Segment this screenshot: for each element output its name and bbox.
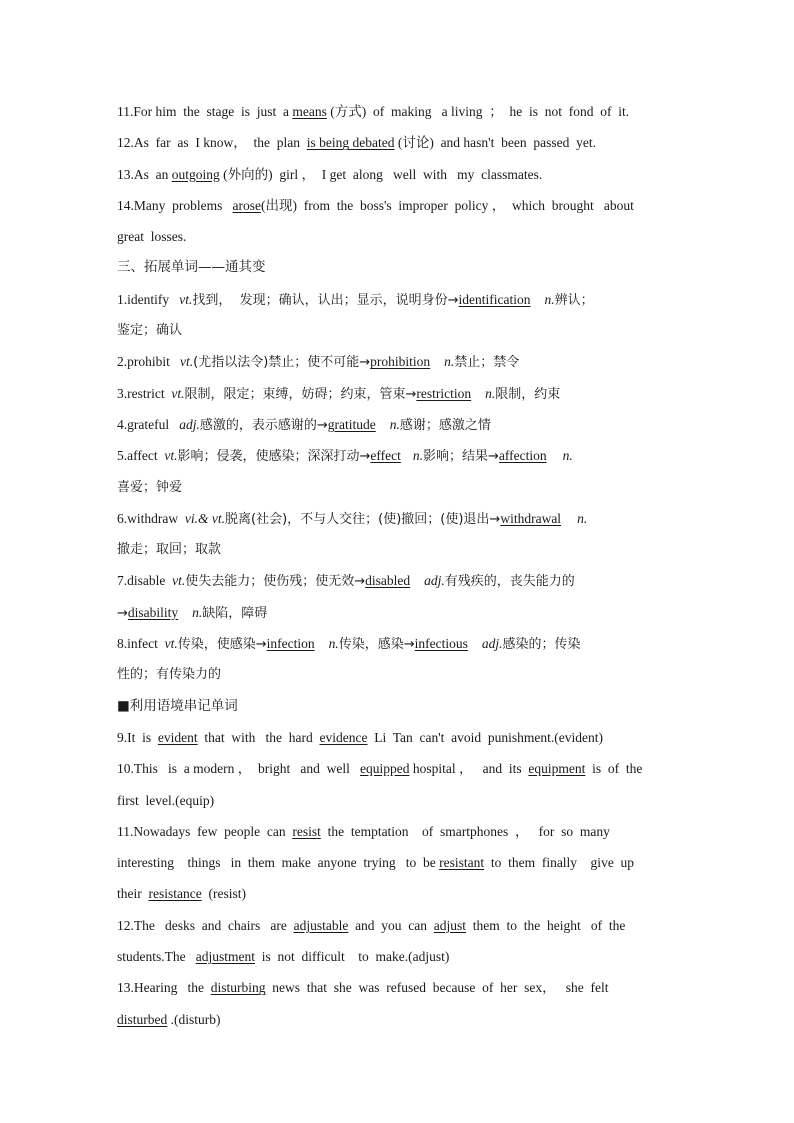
- text: 6.withdraw: [117, 510, 185, 526]
- text: (尤指以法令)禁止；使不可能→: [193, 355, 371, 371]
- pos: n.: [577, 510, 588, 526]
- text: 传染，感染→: [338, 637, 415, 653]
- text: (讨论) and hasn't been passed yet.: [394, 135, 596, 151]
- text: and you can: [348, 917, 434, 933]
- word-item-8: [117, 628, 677, 659]
- text: 2.prohibit: [117, 354, 180, 370]
- sentence-14-cont: [117, 221, 677, 252]
- text: 感激的，表示感谢的→: [199, 417, 328, 433]
- document-page: [117, 96, 677, 1035]
- text: 13.As an: [117, 166, 172, 182]
- text: 11.For him the stage is just a: [117, 104, 293, 119]
- text: that with the hard: [197, 729, 320, 745]
- pos: n.: [412, 448, 423, 464]
- sentence-11b-cont2: [117, 878, 677, 909]
- text: 使失去能力；使伤残；使无效→: [185, 574, 366, 590]
- text: 7.disable: [117, 573, 173, 589]
- section-heading: ■利用语境串记单词: [117, 697, 238, 714]
- answer-blank: adjustable: [293, 917, 349, 933]
- text: 感谢；感激之情: [399, 417, 491, 433]
- text: great losses.: [117, 229, 187, 245]
- pos: adj.: [481, 636, 503, 652]
- pos: n.: [444, 354, 455, 370]
- sentence-12b-cont: [117, 941, 677, 972]
- pos: vt.: [171, 385, 185, 401]
- text: 找到， 发现；确认，认出；显示，说明身份→: [192, 292, 459, 308]
- text: news that she was refused because of her sex， she felt: [265, 980, 609, 996]
- text: 脱离(社会)，不与人交往；(使)撤回；(使)退出→: [225, 511, 501, 527]
- sentence-14: [117, 190, 677, 221]
- answer-blank: affection: [498, 448, 547, 464]
- pos: adj.: [179, 416, 200, 432]
- sentence-13b-cont: [117, 1004, 677, 1035]
- text: 缺陷，障碍: [202, 605, 268, 621]
- text: →: [117, 605, 128, 621]
- text: (resist): [201, 886, 246, 902]
- answer-blank: evidence: [319, 729, 368, 745]
- answer-blank: equipment: [528, 761, 586, 777]
- text: 12.As far as I know， the plan: [117, 135, 307, 151]
- text: (出现) from the boss's improper policy ， which brought about: [260, 197, 634, 213]
- text: 影响；侵袭，使感染；深深打动→: [177, 449, 371, 465]
- pos: vt.: [164, 448, 178, 464]
- answer-blank: infectious: [414, 636, 468, 652]
- pos: vt.: [179, 291, 193, 307]
- text: 限制，限定；束缚，妨碍；约束，管束→: [184, 386, 417, 402]
- text: 禁止；禁令: [454, 355, 520, 371]
- answer-blank: evident: [157, 729, 198, 745]
- answer-blank: means: [292, 104, 327, 119]
- sentence-10: [117, 753, 677, 784]
- text: 限制，约束: [495, 386, 561, 402]
- answer-blank: disabled: [365, 573, 411, 589]
- pos: n.: [192, 604, 203, 620]
- answer-blank: is being debated: [306, 135, 395, 151]
- sentence-13: [117, 159, 677, 190]
- text: is of the: [585, 761, 643, 777]
- text: the temptation of smartphones ， for so many: [320, 823, 610, 839]
- answer-blank: adjustment: [195, 949, 255, 965]
- answer-blank: arose: [232, 197, 261, 213]
- text: 13.Hearing the: [117, 980, 211, 996]
- answer-blank: equipped: [359, 761, 410, 777]
- text: .(disturb): [167, 1011, 221, 1027]
- word-item-1-cont: 鉴定；确认: [117, 323, 183, 339]
- answer-blank: withdrawal: [500, 510, 562, 526]
- text: to them finally give up: [484, 855, 635, 871]
- text: 9.It is: [117, 729, 158, 745]
- text: interesting things in them make anyone trying to be: [117, 855, 440, 871]
- text: hospital ， and its: [409, 761, 529, 777]
- word-item-6-cont: 撤走；取回；取款: [117, 542, 222, 558]
- text: 感染的；传染: [502, 637, 581, 653]
- word-item-3: [117, 378, 677, 409]
- word-item-4: [117, 409, 677, 440]
- answer-blank: adjust: [433, 917, 467, 933]
- pos: vt.: [180, 354, 194, 370]
- pos: vi.& vt.: [184, 510, 225, 526]
- text: students.The: [117, 949, 196, 965]
- text: is not difficult to make.(adjust): [255, 949, 450, 965]
- text: their: [117, 886, 149, 902]
- pos: vt.: [172, 573, 186, 589]
- text: 传染，使感染→: [177, 637, 267, 653]
- word-item-8-cont: 性的；有传染力的: [117, 667, 222, 683]
- text: first level.(equip): [117, 792, 215, 808]
- answer-blank: disturbed: [117, 1011, 168, 1027]
- word-item-7-cont: [117, 597, 677, 628]
- text: 12.The desks and chairs are: [117, 917, 294, 933]
- sentence-12: [117, 127, 677, 158]
- sentence-9: [117, 722, 677, 753]
- sentence-12b: [117, 910, 677, 941]
- text: (方式) of making a living ； he is not fond of it.: [326, 104, 630, 119]
- sentence-11: [117, 96, 677, 127]
- section-heading: 三、拓展单词——通其变: [117, 259, 266, 276]
- word-item-5: [117, 440, 677, 471]
- answer-blank: gratitude: [327, 416, 376, 432]
- answer-blank: identification: [458, 291, 531, 307]
- text: 影响；结果→: [423, 449, 499, 465]
- sentence-10-cont: [117, 785, 677, 816]
- pos: vt.: [164, 636, 178, 652]
- word-item-7: [117, 565, 677, 596]
- answer-blank: disturbing: [210, 980, 266, 996]
- pos: n.: [562, 448, 573, 464]
- sentence-13b: [117, 972, 677, 1003]
- word-item-5-cont: 喜爱；钟爱: [117, 479, 183, 495]
- text: 有残疾的，丧失能力的: [444, 574, 575, 590]
- sentence-11b: [117, 816, 677, 847]
- pos: n.: [328, 636, 339, 652]
- answer-blank: resistance: [148, 886, 202, 902]
- answer-blank: disability: [127, 604, 179, 620]
- text: 1.identify: [117, 291, 180, 307]
- word-item-2: [117, 346, 677, 377]
- answer-blank: resist: [292, 823, 321, 839]
- answer-blank: prohibition: [370, 354, 431, 370]
- pos: adj.: [424, 573, 445, 589]
- answer-blank: infection: [266, 636, 315, 652]
- text: them to the height of the: [466, 917, 626, 933]
- text: 3.restrict: [117, 385, 172, 401]
- text: 5.affect: [117, 448, 165, 464]
- text: (外向的) girl ， I get along well with my classmates.: [219, 166, 543, 182]
- text: 辨认；: [554, 292, 594, 308]
- sentence-11b-cont: [117, 847, 677, 878]
- pos: n.: [389, 416, 400, 432]
- text: 14.Many problems: [117, 197, 233, 213]
- answer-blank: effect: [370, 448, 401, 464]
- text: 8.infect: [117, 636, 165, 652]
- answer-blank: outgoing: [171, 166, 220, 182]
- text: Li Tan can't avoid punishment.(evident): [367, 729, 604, 745]
- text: 10.This is a modern ， bright and well: [117, 761, 360, 777]
- word-item-6: [117, 503, 677, 534]
- text: 11.Nowadays few people can: [117, 823, 293, 839]
- pos: n.: [544, 291, 555, 307]
- text: 4.grateful: [117, 416, 180, 432]
- word-item-1: [117, 284, 677, 315]
- pos: n.: [485, 385, 496, 401]
- answer-blank: resistant: [439, 855, 485, 871]
- answer-blank: restriction: [416, 385, 472, 401]
